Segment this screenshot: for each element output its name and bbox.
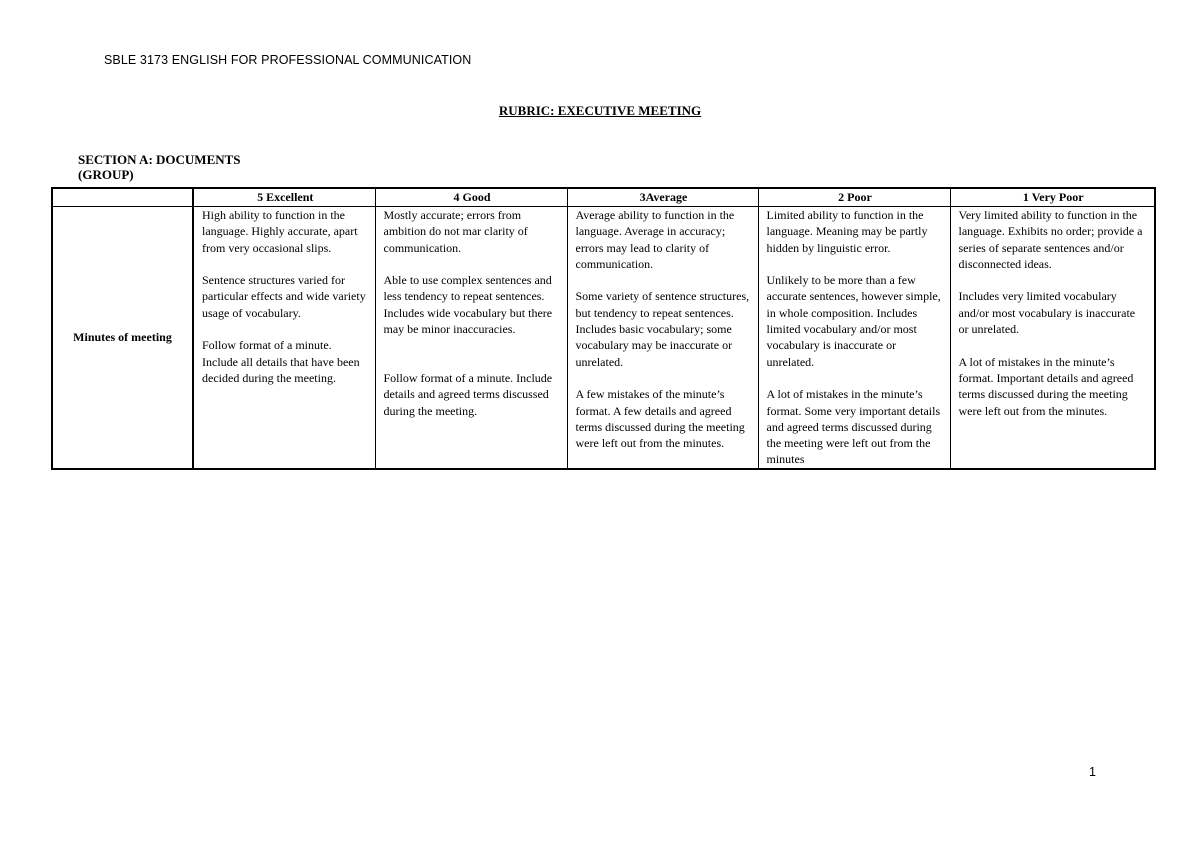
page-number: 1 — [1089, 765, 1096, 779]
good-paragraph: Mostly accurate; errors from ambition do not mar clarity of communication. — [383, 208, 528, 255]
column-header-average: 3Average — [567, 188, 758, 207]
document-title: RUBRIC: EXECUTIVE MEETING — [498, 103, 702, 118]
poor-cell — [758, 207, 950, 469]
good-paragraph: Able to use complex sentences and less tendency to repeat sentences. Includes wide vocabulary but there may be minor inaccuracies. — [383, 273, 553, 337]
excellent-paragraph: Sentence structures varied for particular effects and wide variety usage of vocabulary. — [202, 273, 366, 320]
poor-paragraph: Limited ability to function in the language. Meaning may be partly hidden by linguistic error. — [766, 208, 928, 255]
table-row — [52, 207, 1155, 469]
column-header-poor: 2 Poor — [758, 188, 950, 207]
excellent-paragraph: High ability to function in the language. Highly accurate, apart from very occasional slips. — [202, 208, 358, 255]
poor-paragraph: Unlikely to be more than a few accurate sentences, however simple, in whole composition. Includes limited vocabulary and/or most vocabulary is inaccurate or unrelated. — [766, 273, 941, 369]
section-title — [78, 152, 241, 182]
very-poor-paragraph: Very limited ability to function in the language. Exhibits no order; provide a series of separate sentences and/or disconnected ideas. — [958, 208, 1143, 271]
very-poor-paragraph: Includes very limited vocabulary and/or most vocabulary is inaccurate or unrelated. — [958, 289, 1136, 337]
good-cell — [375, 207, 567, 469]
course-header: SBLE 3173 ENGLISH FOR PROFESSIONAL COMMUNICATION — [104, 53, 472, 67]
excellent-paragraph: Follow format of a minute. Include all details that have been decided during the meeting. — [202, 338, 360, 385]
average-cell — [567, 207, 758, 469]
column-header-very-poor: 1 Very Poor — [950, 188, 1155, 207]
poor-paragraph: A lot of mistakes in the minute’s format. Some very important details and agreed terms discussed during the meeting were left out from the minutes — [766, 387, 941, 467]
criterion-cell: Minutes of meeting — [52, 207, 193, 469]
excellent-cell — [193, 207, 375, 469]
column-header-excellent: 5 Excellent — [193, 188, 375, 207]
very-poor-cell — [950, 207, 1155, 469]
very-poor-paragraph: A lot of mistakes in the minute’s format. Important details and agreed terms discussed during the meeting were left out from the minutes. — [958, 354, 1134, 418]
average-paragraph: Average ability to function in the language. Average in accuracy; errors may lead to clarity of communication. — [575, 208, 735, 271]
column-header-criterion — [52, 188, 193, 207]
average-paragraph: A few mistakes of the minute’s format. A few details and agreed terms discussed during the meeting were left out from the minutes. — [575, 387, 745, 451]
section-title-line-1: SECTION A: DOCUMENTS — [78, 152, 241, 167]
table-header-row — [52, 188, 1155, 207]
section-title-line-2: (GROUP) — [78, 167, 134, 182]
rubric-table — [51, 187, 1156, 470]
good-paragraph: Follow format of a minute. Include details and agreed terms discussed during the meeting. — [383, 370, 553, 418]
column-header-good: 4 Good — [375, 188, 567, 207]
average-paragraph: Some variety of sentence structures, but tendency to repeat sentences. Includes basic vocabulary; some vocabulary may be inaccurate or unrelated. — [575, 289, 750, 369]
